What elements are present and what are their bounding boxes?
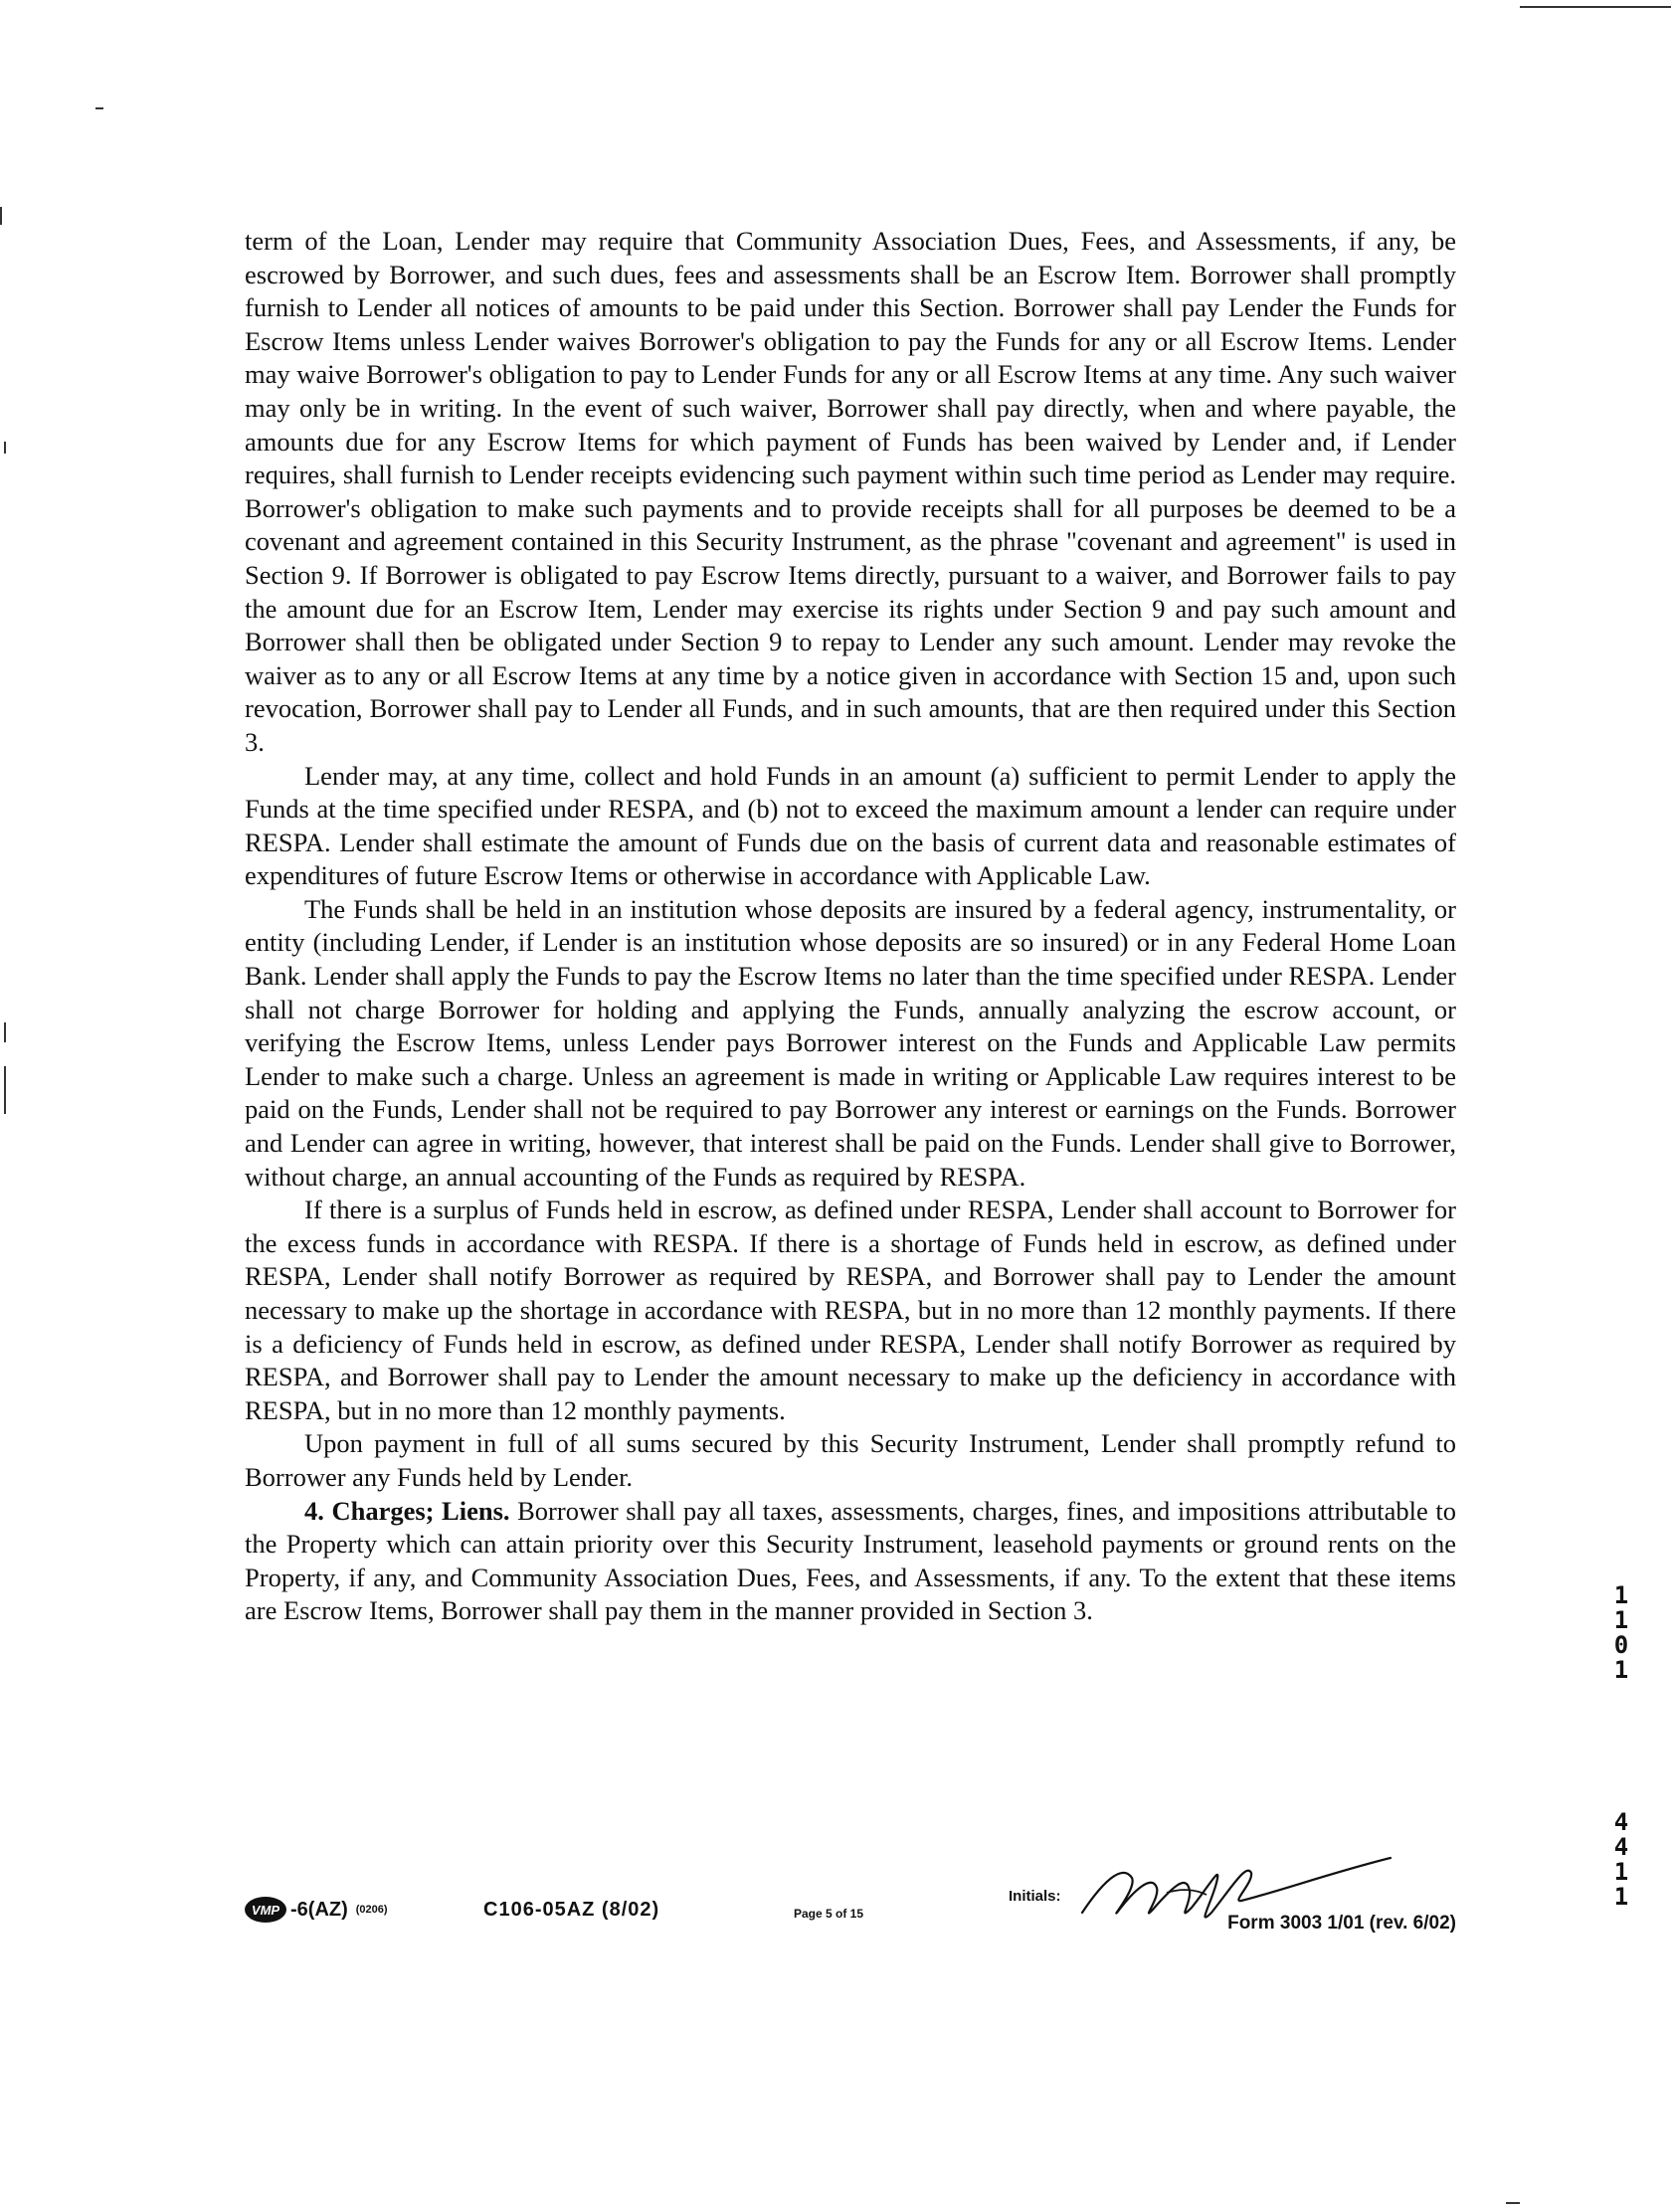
vmp-logo: [245, 1897, 388, 1923]
page-footer: [245, 1885, 1456, 1964]
paragraph: [245, 1495, 1456, 1628]
section-heading: 4. Charges; Liens.: [304, 1495, 510, 1526]
paragraph-text: Lender may, at any time, collect and hold Funds in an amount (a) sufficient to permit Lender to apply the Funds at the time specified under RESPA, and (b) not to exceed the maximum amount a lender can require under RESPA. Lender shall estimate the amount of Funds due on the basis of current data and reasonable estimates of expenditures of future Escrow Items or otherwise in accordance with Applicable Law.: [245, 760, 1456, 891]
scan-mark: [4, 442, 6, 454]
paragraph: [245, 893, 1456, 1194]
logo-code: -6(AZ): [290, 1898, 348, 1921]
scan-mark: [4, 1066, 6, 1114]
initials-label: Initials:: [1009, 1888, 1061, 1905]
scan-mark: [1506, 2202, 1520, 2204]
scan-mark: [0, 207, 2, 225]
side-barcode-mark-bottom: 4 4 1 1: [1613, 1808, 1629, 1911]
paragraph-text: term of the Loan, Lender may require that Community Association Dues, Fees, and Assessments, if any, be escrowed by Borrower, and such dues, fees and assessments shall be an Escrow Item. Borrower shall promptly furnish to Lender all notices of amounts to be paid under this Section. Borrower shall pay Lender the Funds for Escrow Items unless Lender waives Borrower's obligation to pay the Funds for any or all Escrow Items. Lender may waive Borrower's obligation to pay to Lender Funds for any or all Escrow Items at any time. Any such waiver may only be in writing. In the event of such waiver, Borrower shall pay directly, when and where payable, the amounts due for any Escrow Items for which payment of Funds has been waived by Lender and, if Lender requires, shall furnish to Lender receipts evidencing such payment within such time period as Lender may require. Borrower's obligation to make such payments and to provide receipts shall for all purposes be deemed to be a covenant and agreement contained in this Security Instrument, as the phrase "covenant and agreement" is used in Section 9. If Borrower is obligated to pay Escrow Items directly, pursuant to a waiver, and Borrower fails to pay the amount due for an Escrow Item, Lender may exercise its rights under Section 9 and pay such amount and Borrower shall then be obligated under Section 9 to repay to Lender any such amount. Lender may revoke the waiver as to any or all Escrow Items at any time by a notice given in accordance with Section 15 and, upon such revocation, Borrower shall pay to Lender all Funds, and in such amounts, that are then required under this Section 3.: [245, 226, 1456, 757]
side-barcode-mark-top: 1 1 0 1: [1613, 1581, 1629, 1684]
vmp-logo-mark: VMP: [245, 1897, 286, 1923]
paragraph: [245, 1427, 1456, 1494]
paragraph-text: Upon payment in full of all sums secured by this Security Instrument, Lender shall promptly refund to Borrower any Funds held by Lender.: [245, 1428, 1456, 1492]
form-number: Form 3003 1/01 (rev. 6/02): [1227, 1913, 1456, 1934]
scan-edge-line-top-right: [1520, 6, 1671, 8]
paragraph: [245, 1194, 1456, 1427]
paragraph-text: The Funds shall be held in an institution whose deposits are insured by a federal agency, instrumentality, or entity (including Lender, if Lender is an institution whose deposits are so insured) or in any Federal Home Loan Bank. Lender shall apply the Funds to pay the Escrow Items no later than the time specified under RESPA. Lender shall not charge Borrower for holding and applying the Funds, annually analyzing the escrow account, or verifying the Escrow Items, unless Lender pays Borrower interest on the Funds and Applicable Law permits Lender to make such a charge. Unless an agreement is made in writing or Applicable Law requires interest to be paid on the Funds, Lender shall not be required to pay Borrower any interest or earnings on the Funds. Borrower and Lender can agree in writing, however, that interest shall be paid on the Funds. Lender shall give to Borrower, without charge, an annual accounting of the Funds as required by RESPA.: [245, 893, 1456, 1192]
paragraph: [245, 760, 1456, 893]
document-body: [245, 225, 1456, 1628]
paragraph-text: If there is a surplus of Funds held in escrow, as defined under RESPA, Lender shall account to Borrower for the excess funds in accordance with RESPA. If there is a shortage of Funds held in escrow, as defined under RESPA, Lender shall notify Borrower as required by RESPA, and Borrower shall pay to Lender the amount necessary to make up the shortage in accordance with RESPA, but in no more than 12 monthly payments. If there is a deficiency of Funds held in escrow, as defined under RESPA, Lender shall notify Borrower as required by RESPA, and Borrower shall pay to Lender the amount necessary to make up the deficiency in accordance with RESPA, but in no more than 12 monthly payments.: [245, 1195, 1456, 1425]
paragraph-text: Borrower shall pay all taxes, assessments, charges, fines, and impositions attributable to the Property which can attain priority over this Security Instrument, leasehold payments or ground rents on the Property, if any, and Community Association Dues, Fees, and Assessments, if any. To the extent that these items are Escrow Items, Borrower shall pay them in the manner provided in Section 3.: [245, 1495, 1456, 1626]
paragraph: [245, 225, 1456, 760]
form-code: C106-05AZ (8/02): [483, 1899, 660, 1921]
scan-mark: [4, 1022, 6, 1042]
page-number: Page 5 of 15: [794, 1907, 864, 1921]
logo-date-code: (0206): [355, 1904, 388, 1916]
scan-mark: [95, 107, 103, 109]
